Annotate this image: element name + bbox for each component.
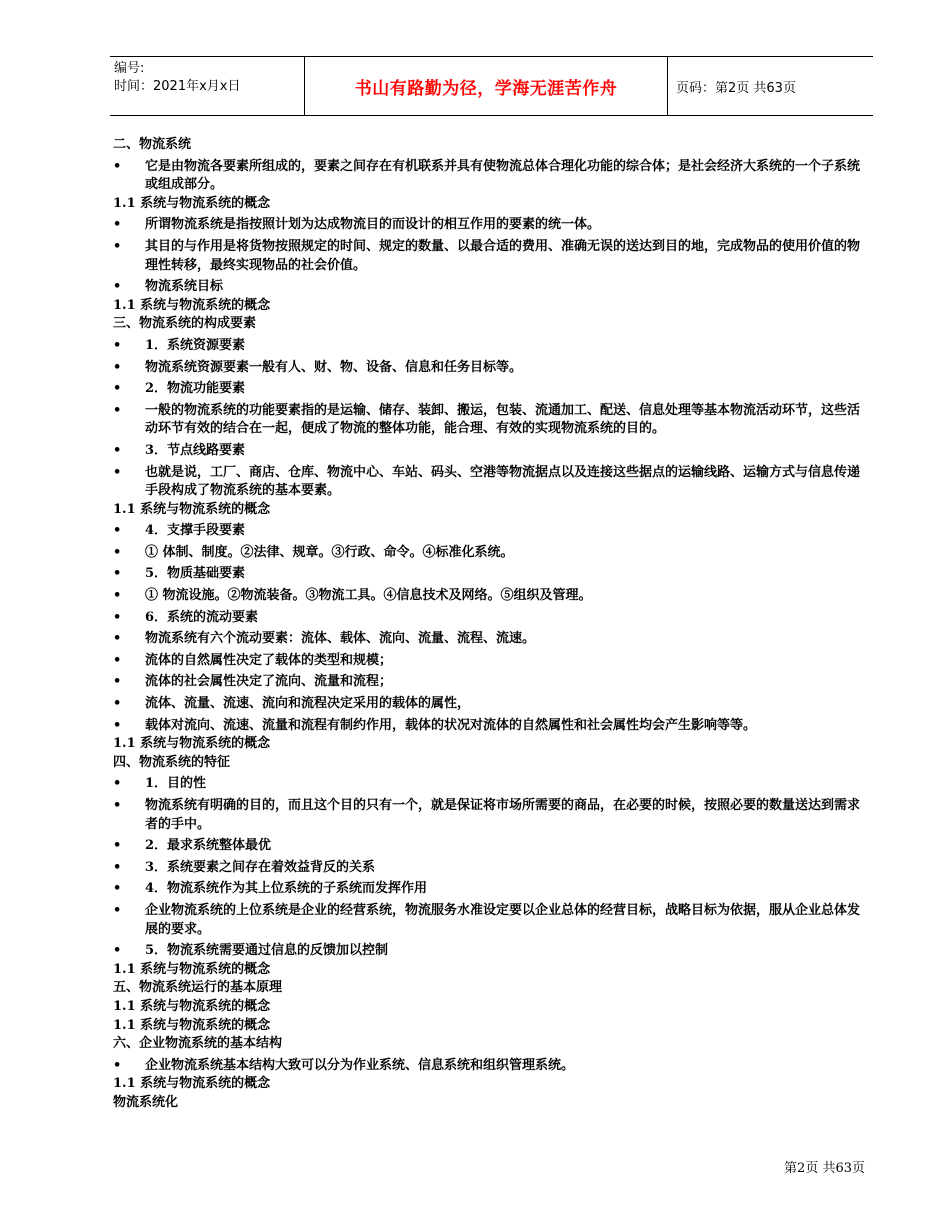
page-header [110, 56, 873, 116]
heading-line: 三、物流系统的构成要素 [113, 316, 257, 332]
bullet-paragraph: • 4．物流系统作为其上位系统的子系统而发挥作用 [113, 880, 868, 899]
bullet-paragraph: • 其目的与作用是将货物按照规定的时间、规定的数量、以最合适的费用、准确无误的送达到目的地，完成物品的使用价值的物理性转移，最终实现物品的社会价值。 [113, 238, 868, 275]
bullet-paragraph: • 企业物流系统的上位系统是企业的经营系统，物流服务水准设定要以企业总体的经营目标，战略目标为依据，服从企业总体发展的要求。 [113, 902, 868, 939]
bullet-paragraph: • 5．物质基础要素 [113, 565, 868, 584]
bullet-paragraph: • 流体的自然属性决定了载体的类型和规模； [113, 652, 868, 671]
heading-line: 1.1 系统与物流系统的概念 [113, 297, 271, 313]
bullet-paragraph: • 它是由物流各要素所组成的，要素之间存在有机联系并具有使物流总体合理化功能的综合体；是社会经济大系统的一个子系统或组成部分。 [113, 158, 868, 195]
document-body [113, 136, 868, 1113]
bullet-paragraph: • 所谓物流系统是指按照计划为达成物流目的而设计的相互作用的要素的统一体。 [113, 216, 868, 235]
heading-line: 五、物流系统运行的基本原理 [113, 980, 283, 996]
bullet-paragraph: • ① 物流设施。②物流装备。③物流工具。④信息技术及网络。⑤组织及管理。 [113, 587, 868, 606]
bullet-paragraph: • 2．最求系统整体最优 [113, 837, 868, 856]
heading-line: 1.1 系统与物流系统的概念 [113, 998, 271, 1014]
bullet-paragraph: • 物流系统资源要素一般有人、财、物、设备、信息和任务目标等。 [113, 359, 868, 378]
bullet-paragraph: • 也就是说，工厂、商店、仓库、物流中心、车站、码头、空港等物流据点以及连接这些据点的运输线路、运输方式与信息传递手段构成了物流系统的基本要素。 [113, 464, 868, 501]
bullet-paragraph: • 6．系统的流动要素 [113, 609, 868, 628]
bullet-paragraph: • 物流系统有明确的目的，而且这个目的只有一个，就是保证将市场所需要的商品，在必要的时候，按照必要的数量送达到需求者的手中。 [113, 797, 868, 834]
header-left-cell [110, 57, 305, 115]
bullet-paragraph: • 流体的社会属性决定了流向、流量和流程； [113, 673, 868, 692]
bullet-paragraph: • 1．目的性 [113, 775, 868, 794]
bullet-paragraph: • 4．支撑手段要素 [113, 522, 868, 541]
bullet-paragraph: • 3．系统要素之间存在着效益背反的关系 [113, 859, 868, 878]
heading-line: 1.1 系统与物流系统的概念 [113, 1076, 271, 1092]
heading-line: 1.1 系统与物流系统的概念 [113, 1017, 271, 1033]
heading-line: 1.1 系统与物流系统的概念 [113, 961, 271, 977]
bullet-paragraph: • 2．物流功能要素 [113, 380, 868, 399]
heading-line: 四、物流系统的特征 [113, 754, 231, 770]
bullet-paragraph: • 企业物流系统基本结构大致可以分为作业系统、信息系统和组织管理系统。 [113, 1057, 868, 1076]
bullet-paragraph: • 载体对流向、流速、流量和流程有制约作用，载体的状况对流体的自然属性和社会属性均会产生影响等等。 [113, 717, 868, 736]
bullet-paragraph: • 3．节点线路要素 [113, 442, 868, 461]
bullet-paragraph: • 5．物流系统需要通过信息的反馈加以控制 [113, 942, 868, 961]
header-page-number: 页码：第2页 共63页 [676, 80, 796, 96]
heading-line: 1.1 系统与物流系统的概念 [113, 195, 271, 211]
bullet-paragraph: • 一般的物流系统的功能要素指的是运输、储存、装卸、搬运，包装、流通加工、配送、信息处理等基本物流活动环节，这些活动环节有效的结合在一起，便成了物流的整体功能，能合理、有效的实现物流系统的目的。 [113, 402, 868, 439]
bullet-paragraph: • ① 体制、制度。②法律、规章。③行政、命令。④标准化系统。 [113, 544, 868, 563]
heading-line: 1.1 系统与物流系统的概念 [113, 736, 271, 752]
heading-line: 二、物流系统 [113, 137, 192, 152]
bullet-paragraph: • 物流系统有六个流动要素：流体、载体、流向、流量、流程、流速。 [113, 630, 868, 649]
bullet-paragraph: • 1．系统资源要素 [113, 337, 868, 356]
heading-line: 物流系统化 [113, 1094, 179, 1110]
document-time-label: 时间：2021年x月x日 [114, 79, 241, 94]
document-number-label: 编号: [114, 61, 145, 76]
page-footer: 第2页 共63页 [784, 1161, 865, 1176]
heading-line: 1.1 系统与物流系统的概念 [113, 501, 271, 517]
header-motto: 书山有路勤为径，学海无涯苦作舟 [305, 57, 668, 115]
bullet-paragraph: • 流体、流量、流速、流向和流程决定采用的载体的属性， [113, 695, 868, 714]
bullet-paragraph: • 物流系统目标 [113, 278, 868, 297]
heading-line: 六、企业物流系统的基本结构 [113, 1036, 283, 1052]
